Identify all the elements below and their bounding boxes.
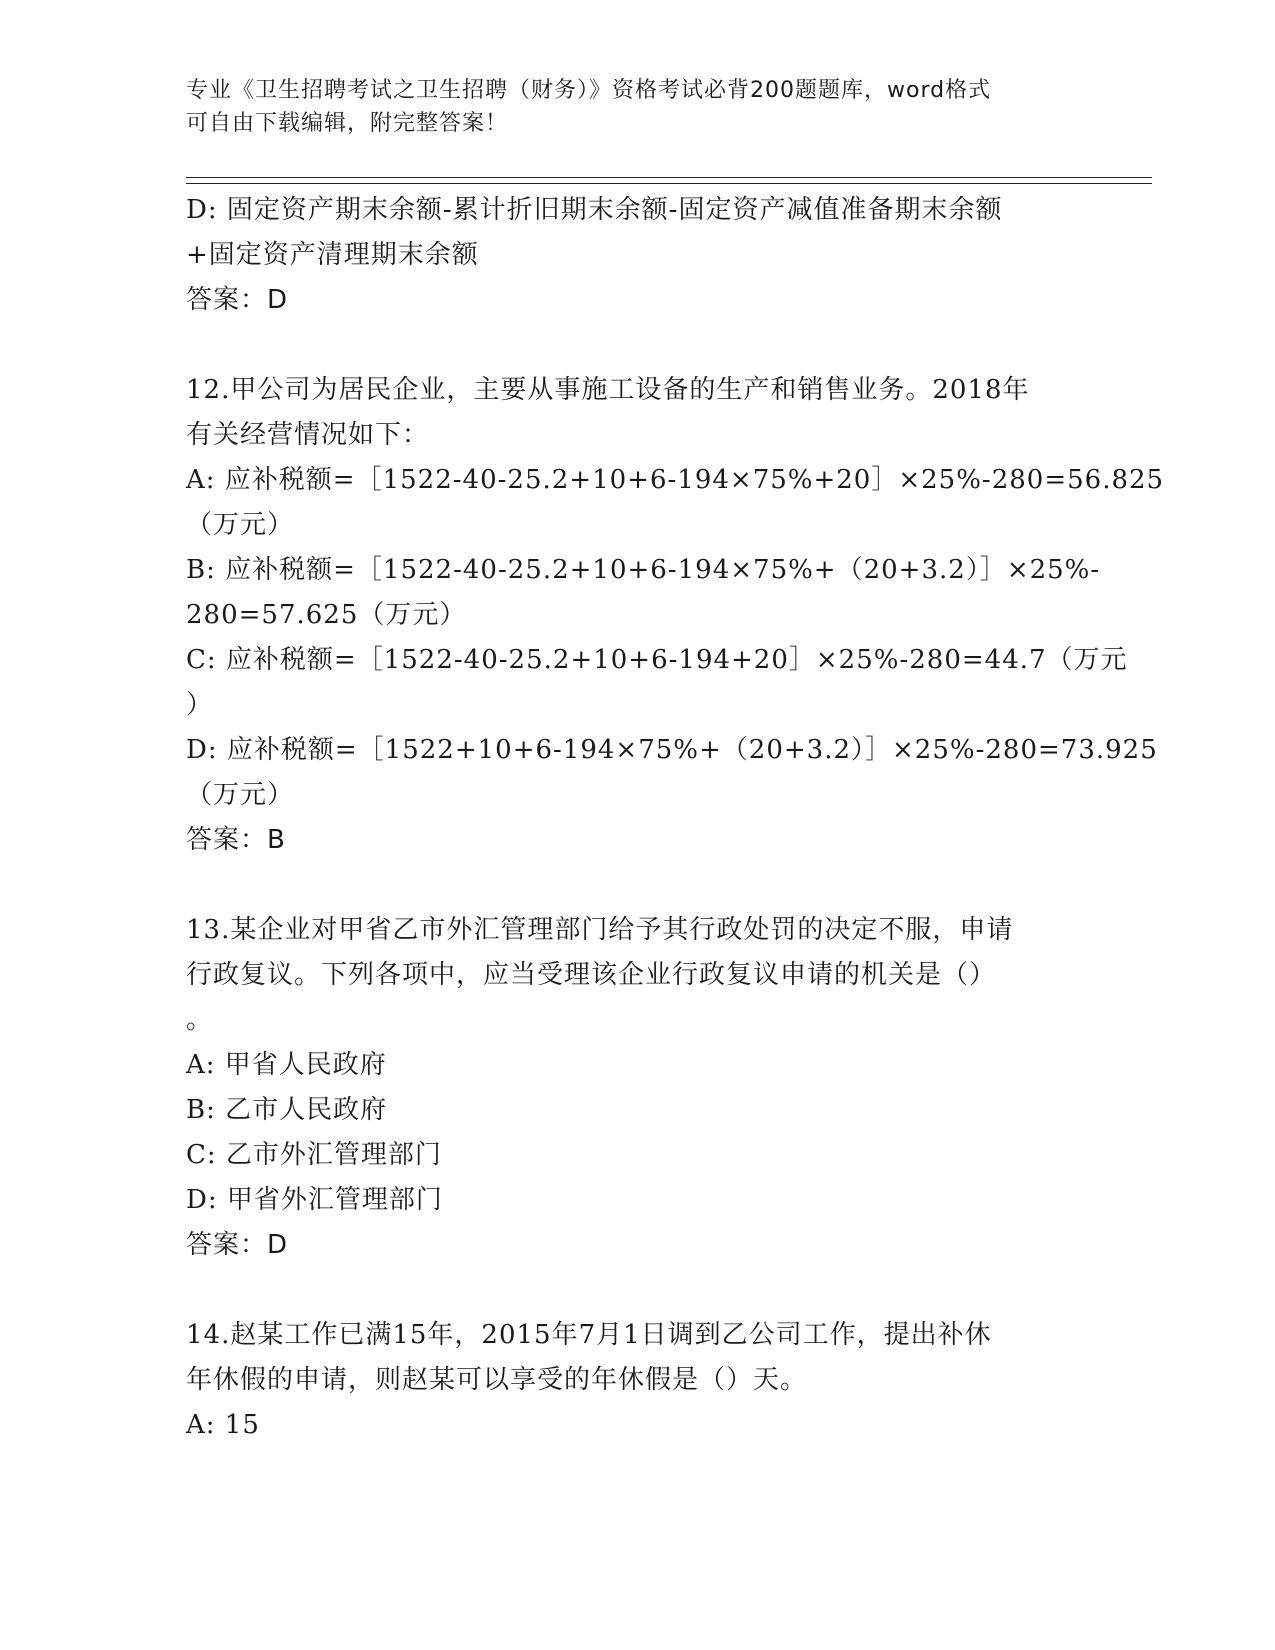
document-body <box>186 188 1165 1448</box>
q13-option-c: C: 乙市外汇管理部门 <box>186 1140 442 1170</box>
header-divider-bottom <box>186 183 1152 184</box>
q13-answer: 答案：D <box>186 1230 289 1260</box>
q13-stem-line-2: 行政复议。下列各项中，应当受理该企业行政复议申请的机关是（） <box>186 960 997 990</box>
q11-option-d-line-2: +固定资产清理期末余额 <box>186 240 479 270</box>
q12-stem-line-2: 有关经营情况如下： <box>186 420 430 450</box>
q13-stem-line-3: 。 <box>186 1005 214 1035</box>
q12-option-a-line-1: A: 应补税额=［1522-40-25.2+10+6-194×75%+20］×25%-280=56.825 <box>186 465 1165 495</box>
q12-option-c-line-1: C: 应补税额=［1522-40-25.2+10+6-194+20］×25%-280=44.7（万元 <box>186 645 1128 675</box>
q12-option-c-line-2: ） <box>186 690 214 720</box>
q12-option-a-line-2: （万元） <box>186 510 295 540</box>
question-14 <box>186 1313 1086 1448</box>
q13-stem-line-1: 13.某企业对甲省乙市外汇管理部门给予其行政处罚的决定不服，申请 <box>186 915 1014 945</box>
q13-option-d: D: 甲省外汇管理部门 <box>186 1185 443 1215</box>
question-12 <box>186 368 1165 863</box>
header-divider-top <box>186 177 1152 178</box>
q12-option-d-line-2: （万元） <box>186 780 295 810</box>
q13-option-a: A: 甲省人民政府 <box>186 1050 387 1080</box>
q14-option-a: A: 15 <box>186 1410 260 1440</box>
q11-answer: 答案：D <box>186 285 289 315</box>
q14-stem-line-2: 年休假的申请，则赵某可以享受的年休假是（）天。 <box>186 1365 808 1395</box>
q12-option-b-line-2: 280=57.625（万元） <box>186 600 467 630</box>
q14-stem-line-1: 14.赵某工作已满15年，2015年7月1日调到乙公司工作，提出补休 <box>186 1320 992 1350</box>
q11-option-d-line-1: D: 固定资产期末余额-累计折旧期末余额-固定资产减值准备期末余额 <box>186 195 1003 225</box>
q12-answer: 答案：B <box>186 825 286 855</box>
q12-option-d-line-1: D: 应补税额=［1522+10+6-194×75%+（20+3.2）］×25%-280=73.925 <box>186 735 1158 765</box>
question-13 <box>186 908 1086 1268</box>
q12-stem-line-1: 12.甲公司为居民企业，主要从事施工设备的生产和销售业务。2018年 <box>186 375 1030 405</box>
q12-option-b-line-1: B: 应补税额=［1522-40-25.2+10+6-194×75%+（20+3.2）］×25%- <box>186 555 1101 585</box>
question-11-tail <box>186 188 1086 323</box>
document-header <box>186 74 1086 140</box>
header-line-1: 专业《卫生招聘考试之卫生招聘（财务）》资格考试必背200题题库，word格式 <box>186 78 992 103</box>
header-line-2: 可自由下载编辑，附完整答案！ <box>186 111 509 136</box>
q13-option-b: B: 乙市人民政府 <box>186 1095 388 1125</box>
